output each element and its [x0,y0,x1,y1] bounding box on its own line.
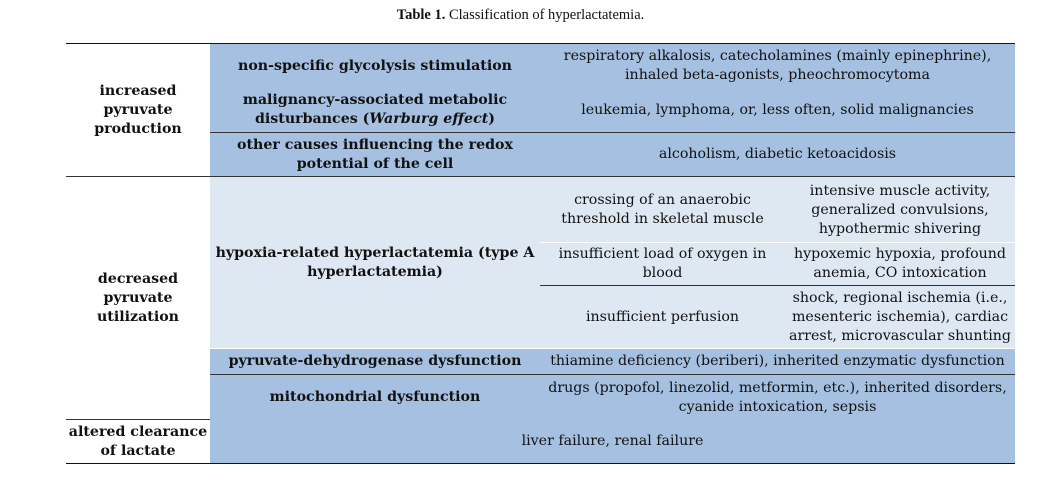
causes-pdh-dysfunction: thiamine deficiency (beriberi), inherited enzymatic dysfunction [540,349,1015,374]
separator-row5 [210,348,1015,349]
rule-group3 [66,419,210,420]
hypoxia-examples-perfusion: shock, regional ischemia (i.e., mesenteric ischemia), cardiac arrest, microvascular shunting [785,286,1015,349]
mechanism-malignancy [210,88,540,132]
hypoxia-cause-oxygen-load: insufficient load of oxygen in blood [540,243,785,285]
rule-row6 [210,374,1015,375]
rule-row3 [210,132,1015,133]
mechanism-hypoxia: hypoxia-related hyperlactatemia (type A hyperlactatemia) [210,177,540,349]
hypoxia-examples-oxygen-load: hypoxemic hypoxia, profound anemia, CO intoxication [785,243,1015,285]
top-rule [66,43,1015,44]
group-increased-production: increased pyruvate production [94,82,182,137]
separator-sub1 [540,242,1015,243]
rule-group2 [66,176,1015,177]
causes-mitochondrial: drugs (propofol, linezolid, metformin, etc.), inherited disorders, cyanide intoxication, sepsis [540,375,1015,420]
rule-sub2 [540,285,1015,286]
causes-malignancy: leukemia, lymphoma, or, less often, solid malignancies [540,88,1015,132]
mechanism-malignancy-close: ) [488,111,495,127]
bottom-rule [66,463,1015,464]
mechanism-pdh-dysfunction: pyruvate-dehydrogenase dysfunction [210,349,540,374]
mechanism-redox: other causes influencing the redox potential of the cell [210,133,540,176]
mechanism-mitochondrial: mitochondrial dysfunction [210,375,540,420]
mechanism-malignancy-text: malignancy-associated metabolic disturbances ( [242,92,508,127]
group-decreased-utilization: decreased pyruvate utilization [96,271,179,325]
causes-glycolysis-stimulation: respiratory alkalosis, catecholamines (mainly epinephrine), inhaled beta-agonists, pheochromocytoma [540,44,1015,88]
causes-redox: alcoholism, diabetic ketoacidosis [540,133,1015,176]
warburg-effect-text: Warburg effect [369,111,489,127]
hypoxia-cause-anaerobic: crossing of an anaerobic threshold in skeletal muscle [540,177,785,243]
hypoxia-examples-anaerobic: intensive muscle activity, generalized convulsions, hypothermic shivering [785,177,1015,243]
classification-table [66,0,1015,490]
mechanism-glycolysis-stimulation: non-specific glycolysis stimulation [210,44,540,88]
hypoxia-cause-perfusion: insufficient perfusion [540,286,785,349]
caption-text: Classification of hyperlactatemia. [448,7,645,23]
group-altered-clearance: altered clearance of lactate [68,423,208,459]
caption-label: Table 1. [396,7,446,23]
causes-clearance: liver failure, renal failure [210,420,1015,463]
